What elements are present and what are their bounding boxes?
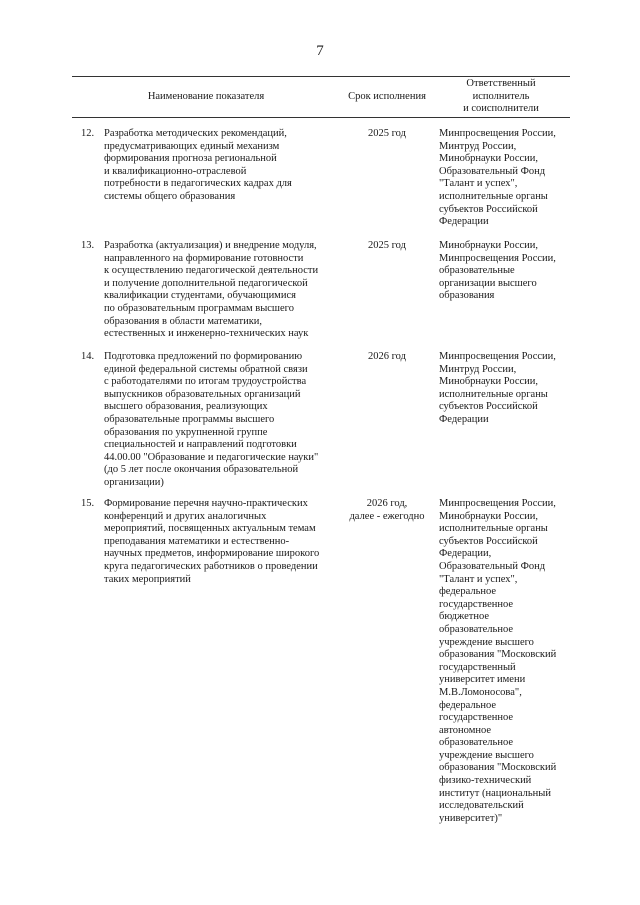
row-number: 13.: [81, 240, 95, 251]
row-deadline: 2025 год: [368, 128, 406, 139]
table-header-top-rule: [72, 76, 570, 77]
table-header-bottom-rule: [72, 117, 570, 118]
row-deadline: 2026 год: [368, 351, 406, 362]
row-responsible: Минпросвещения России, Минтруд России, Минобрнауки России, исполнительные органы субъектов Российской Федерации: [439, 351, 556, 425]
row-responsible: Минобрнауки России, Минпросвещения России, образовательные организации высшего образования: [439, 240, 556, 302]
row-name: Разработка (актуализация) и внедрение модуля, направленного на формирование готовности к осуществлению педагогической деятельности и получение дополнительной педагогической квалификации студентами, обучающимися по образовательным программам высшего образования в области математики, естественных и инженерно-технических наук: [104, 240, 319, 340]
row-number: 12.: [81, 128, 95, 139]
row-deadline: 2025 год: [368, 240, 406, 251]
header-responsible: Ответственный исполнитель и соисполнители: [463, 78, 539, 115]
row-number: 15.: [81, 498, 95, 509]
page-number: 7: [316, 43, 324, 59]
row-name: Разработка методических рекомендаций, предусматривающих единый механизм формирования прогноза региональной и квалификационно-отраслевой потребности в педагогических кадрах для системы общего образования: [104, 128, 292, 202]
row-name: Формирование перечня научно-практических конференций и других аналогичных мероприятий, посвященных актуальным темам преподавания математики и естественно- научных предметов, информирование широкого круга педагогических работников о проведении таких мероприятий: [104, 498, 320, 585]
row-responsible: Минпросвещения России, Минобрнауки России, исполнительные органы субъектов Российской Федерации, Образовательный Фонд "Талант и успех", федеральное государственное бюджетное образовательное учреждение высшего образования "Московский государственный университет имени М.В.Ломоносова", федеральное государственное автономное образовательное учреждение высшего образования "Московский физико-технический институт (национальный исследовательский университет)": [439, 498, 557, 824]
row-responsible: Минпросвещения России, Минтруд России, Минобрнауки России, Образовательный Фонд "Талант и успех", исполнительные органы субъектов Российской Федерации: [439, 128, 556, 228]
row-deadline: 2026 год, далее - ежегодно: [349, 498, 425, 522]
row-name: Подготовка предложений по формированию единой федеральной системы обратной связи с работодателями по итогам трудоустройства выпускников образовательных организаций высшего образования, реализующих образовательные программы высшего образования по укрупненной группе специальностей и направлений подготовки 44.00.00 "Образование и педагогические науки" (до 5 лет после окончания образовательной организации): [104, 351, 319, 488]
header-deadline: Срок исполнения: [348, 91, 426, 102]
row-number: 14.: [81, 351, 95, 362]
header-name: Наименование показателя: [147, 91, 265, 102]
